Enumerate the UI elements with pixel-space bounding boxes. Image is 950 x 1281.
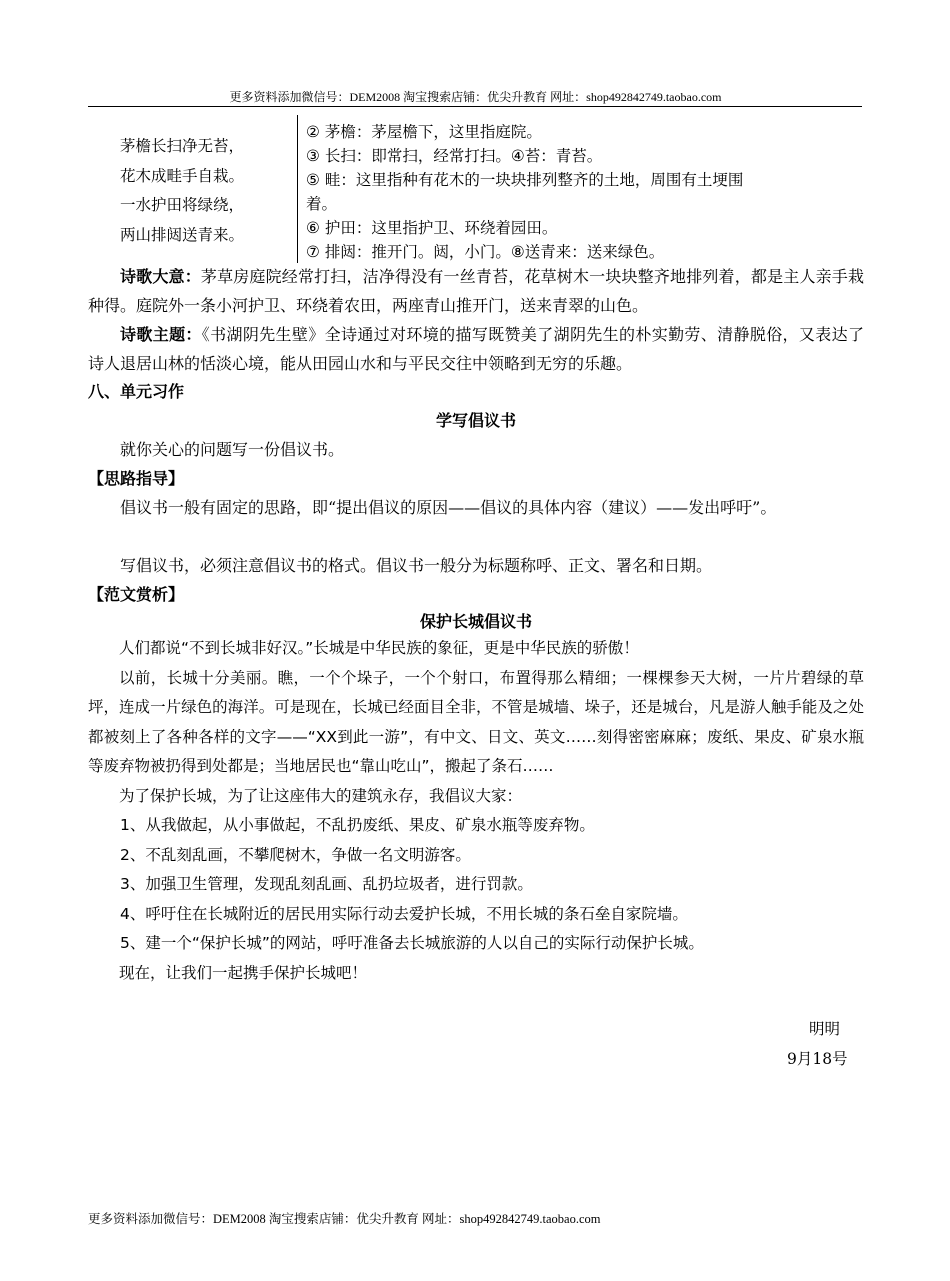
- poem-meaning-text: 茅草房庭院经常打扫，洁净得没有一丝青苔，花草树木一块块整齐地排列着，都是主人亲手栽种得。庭院外一条小河护卫、环绕着农田，两座青山推开门，送来青翠的山色。: [88, 267, 864, 315]
- guide-paragraph-1: 倡议书一般有固定的思路，即“提出倡议的原因——倡议的具体内容（建议）——发出呼吁”。: [120, 498, 777, 517]
- poem-line: 两山排闼送青来。: [120, 225, 245, 244]
- poem-meaning: [88, 262, 864, 320]
- essay-body: [88, 634, 864, 988]
- page-header-text: 更多资料添加微信号：DEM2008 淘宝搜索店铺：优尖升教育 网址：shop492842749.taobao.com: [229, 90, 722, 104]
- note-line: 着。: [306, 195, 338, 213]
- exercise-prompt: 就你关心的问题写一份倡议书。: [120, 440, 345, 459]
- note-line: ② 茅檐：茅屋檐下，这里指庭院。: [306, 123, 542, 141]
- essay-closing: 现在，让我们一起携手保护长城吧！: [119, 963, 368, 982]
- essay-list-item: 4、呼吁住在长城附近的居民用实际行动去爱护长城，不用长城的条石垒自家院墙。: [120, 904, 688, 923]
- essay-list-item: 3、加强卫生管理，发现乱刻乱画、乱扔垃圾者，进行罚款。: [120, 875, 533, 893]
- poem-notes: [306, 120, 862, 264]
- essay-list-item: 2、不乱刻乱画，不攀爬树木，争做一名文明游客。: [120, 845, 471, 864]
- section-heading: 八、单元习作: [88, 382, 185, 401]
- essay-list-item: 1、从我做起，从小事做起，不乱扔废纸、果皮、矿泉水瓶等废弃物。: [120, 816, 595, 834]
- essay-date: 9月18号: [787, 1050, 848, 1068]
- guide-paragraph-2: 写倡议书，必须注意倡议书的格式。倡议书一般分为标题称呼、正文、署名和日期。: [120, 556, 713, 575]
- note-line: ⑥ 护田：这里指护卫、环绕着园田。: [306, 219, 558, 237]
- header-divider: [88, 106, 862, 107]
- poem-line: 一水护田将绿绕，: [120, 196, 245, 214]
- exercise-title: 学写倡议书: [435, 411, 516, 430]
- note-line: ⑤ 畦：这里指种有花木的一块块排列整齐的土地，周围有土埂围: [306, 171, 744, 189]
- poem-meaning-label: 诗歌大意：: [120, 267, 201, 286]
- essay-paragraph: 人们都说“不到长城非好汉。”长城是中华民族的象征，更是中华民族的骄傲！: [119, 639, 639, 657]
- poem-line: 茅檐长扫净无苔，: [120, 137, 245, 155]
- poem-block: [120, 132, 300, 250]
- note-line: ③ 长扫：即常扫，经常打扫。④苔：青苔。: [306, 147, 603, 165]
- poem-line: 花木成畦手自栽。: [120, 166, 245, 185]
- poem-theme-text: 《书湖阴先生壁》全诗通过对环境的描写既赞美了湖阴先生的朴实勤劳、清静脱俗，又表达了诗人退居山林的恬淡心境，能从田园山水和与平民交往中领略到无穷的乐趣。: [88, 325, 864, 373]
- sample-heading: 【范文赏析】: [88, 585, 185, 604]
- poem-theme-label: 诗歌主题：: [120, 325, 202, 344]
- poem-theme: [88, 320, 864, 378]
- page-footer-text: 更多资料添加微信号：DEM2008 淘宝搜索店铺：优尖升教育 网址：shop492842749.taobao.com: [88, 1212, 601, 1226]
- essay-title: 保护长城倡议书: [419, 612, 532, 631]
- guide-heading: 【思路指导】: [88, 469, 185, 488]
- essay-list-item: 5、建一个“保护长城”的网站，呼吁准备去长城旅游的人以自己的实际行动保护长城。: [120, 934, 704, 952]
- essay-paragraph: 为了保护长城，为了让这座伟大的建筑永存，我倡议大家：: [119, 786, 523, 805]
- essay-paragraph: 以前，长城十分美丽。瞧，一个个垛子，一个个射口，布置得那么精细；一棵棵参天大树，一片片碧绿的草坪，连成一片绿色的海洋。可是现在，长城已经面目全非，不管是城墙、垛子，还是城台，凡是游人触手能及之处都被刻上了各种各样的文字——“XX到此一游”，有中文、日文、英文……刻得密密麻麻；废纸、果皮、矿泉水瓶等废弃物被扔得到处都是；当地居民也“靠山吃山”，搬起了条石……: [88, 668, 864, 775]
- essay-signature: 明明: [809, 1020, 841, 1038]
- note-line: ⑦ 排闼：推开门。闼，小门。⑧送青来：送来绿色。: [306, 243, 665, 261]
